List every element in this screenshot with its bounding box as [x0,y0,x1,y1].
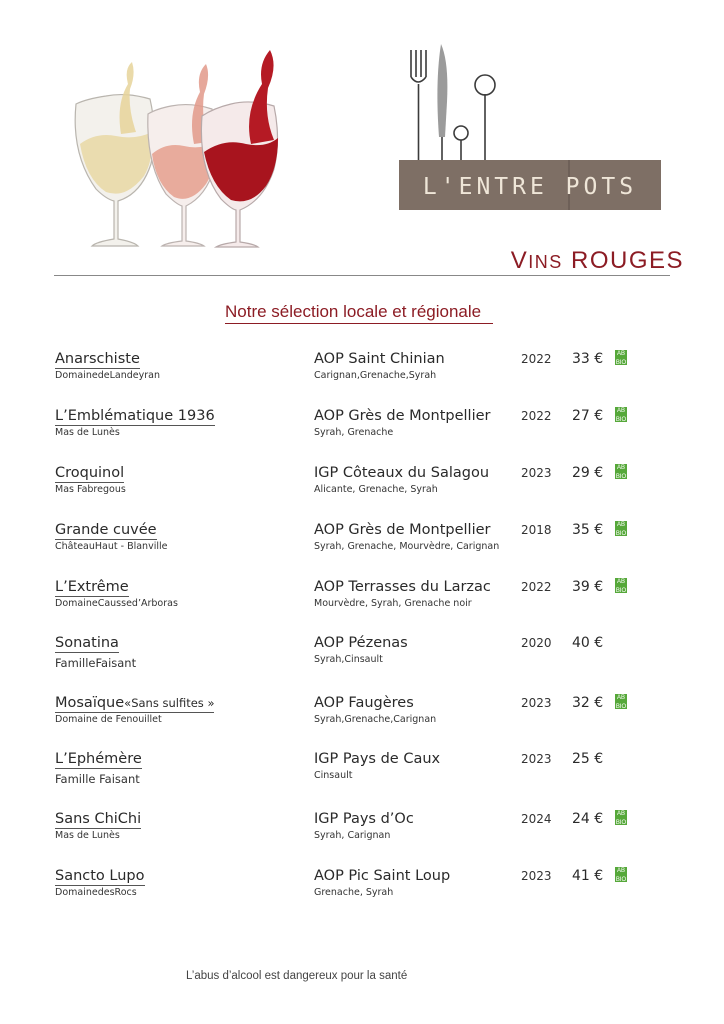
wine-producer: DomaineCaussed’Arboras [55,598,178,609]
red-wine-glass-icon [201,50,278,247]
wine-name: Mosaïque«Sans sulfites » [55,695,215,711]
wine-year: 2023 [521,466,552,480]
wine-producer: Mas Fabregous [55,484,126,495]
wine-producer: ChâteauHaut - Blanville [55,541,168,552]
wine-year: 2023 [521,869,552,883]
wine-name: L’Extrême [55,579,129,595]
wine-producer: FamilleFaisant [55,656,137,670]
wine-appellation: IGP Pays d’Oc [314,811,414,827]
wine-year: 2023 [521,752,552,766]
wine-row [0,465,724,515]
wine-row [0,408,724,458]
organic-bio-icon: AB BIO [615,408,627,423]
large-circle-icon [475,75,495,95]
wine-appellation: AOP Pic Saint Loup [314,868,451,884]
wine-year: 2022 [521,409,552,423]
wine-appellation: AOP Saint Chinian [314,351,445,367]
wine-producer: DomainedeLandeyran [55,370,160,381]
wine-grapes: Syrah,Grenache,Carignan [314,714,437,725]
wine-price: 32 € [572,695,604,711]
wine-row [0,811,724,861]
wine-appellation: AOP Grès de Montpellier [314,522,491,538]
wine-appellation: IGP Côteaux du Salagou [314,465,490,481]
wine-producer: Domaine de Fenouillet [55,714,162,725]
organic-bio-icon: AB BIO [615,579,627,594]
wine-price: 35 € [572,522,604,538]
wine-year: 2022 [521,352,552,366]
organic-bio-icon: AB BIO [615,522,627,537]
wine-price: 29 € [572,465,604,481]
wine-producer: Mas de Lunès [55,427,120,438]
wine-grapes: Syrah, Grenache, Mourvèdre, Carignan [314,541,500,552]
wine-glasses-illustration [66,44,296,249]
wine-appellation: AOP Grès de Montpellier [314,408,491,424]
wine-price: 39 € [572,579,604,595]
wine-price: 25 € [572,751,604,767]
wine-price: 33 € [572,351,604,367]
organic-bio-icon: AB BIO [615,811,627,826]
wine-grapes: Grenache, Syrah [314,887,394,898]
wine-row [0,351,724,401]
wine-appellation: AOP Faugères [314,695,414,711]
health-warning: L’abus d’alcool est dangereux pour la santé [186,970,408,982]
header-divider [54,275,670,276]
organic-bio-icon: AB BIO [615,868,627,883]
knife-icon [437,44,447,137]
wine-name: L’Emblématique 1936 [55,408,215,424]
wine-price: 40 € [572,635,604,651]
wine-year: 2018 [521,523,552,537]
lentre-pots-logo [395,42,665,220]
small-circle-icon [454,126,468,140]
wine-year: 2022 [521,580,552,594]
organic-bio-icon: AB BIO [615,351,627,366]
organic-bio-icon: AB BIO [615,465,627,480]
wine-grapes: Mourvèdre, Syrah, Grenache noir [314,598,472,609]
wine-year: 2023 [521,696,552,710]
subtitle: Notre sélection locale et régionale [225,302,493,324]
wine-price: 24 € [572,811,604,827]
wine-grapes: Carignan,Grenache,Syrah [314,370,437,381]
wine-price: 27 € [572,408,604,424]
wine-name: Anarschiste [55,351,140,367]
wine-appellation: AOP Pézenas [314,635,408,651]
wine-name: Grande cuvée [55,522,157,538]
wine-row [0,522,724,572]
fork-icon [411,50,426,162]
wine-producer: Famille Faisant [55,772,140,786]
wine-name: Sans ChiChi [55,811,142,827]
wine-row [0,868,724,918]
wine-appellation: IGP Pays de Caux [314,751,441,767]
wine-row [0,751,724,801]
wine-name: L’Ephémère [55,751,142,767]
wine-producer: Mas de Lunès [55,830,120,841]
wine-name: Sonatina [55,635,119,651]
white-wine-glass-icon [75,62,154,246]
wine-row [0,635,724,685]
wine-appellation: AOP Terrasses du Larzac [314,579,491,595]
section-title: VINS ROUGES [510,247,684,274]
wine-name: Croquinol [55,465,125,481]
wine-grapes: Syrah,Cinsault [314,654,383,665]
wine-year: 2020 [521,636,552,650]
wine-grapes: Alicante, Grenache, Syrah [314,484,438,495]
organic-bio-icon: AB BIO [615,695,627,710]
wine-name: Sancto Lupo [55,868,145,884]
wine-name-extra: «Sans sulfites » [124,696,215,710]
wine-year: 2024 [521,812,552,826]
wine-price: 41 € [572,868,604,884]
wine-grapes: Syrah, Grenache [314,427,394,438]
wine-grapes: Cinsault [314,770,353,781]
logo-text: L'ENTRE POTS [422,174,638,200]
wine-producer: DomainedesRocs [55,887,137,898]
wine-grapes: Syrah, Carignan [314,830,391,841]
wine-row [0,695,724,745]
wine-row [0,579,724,629]
